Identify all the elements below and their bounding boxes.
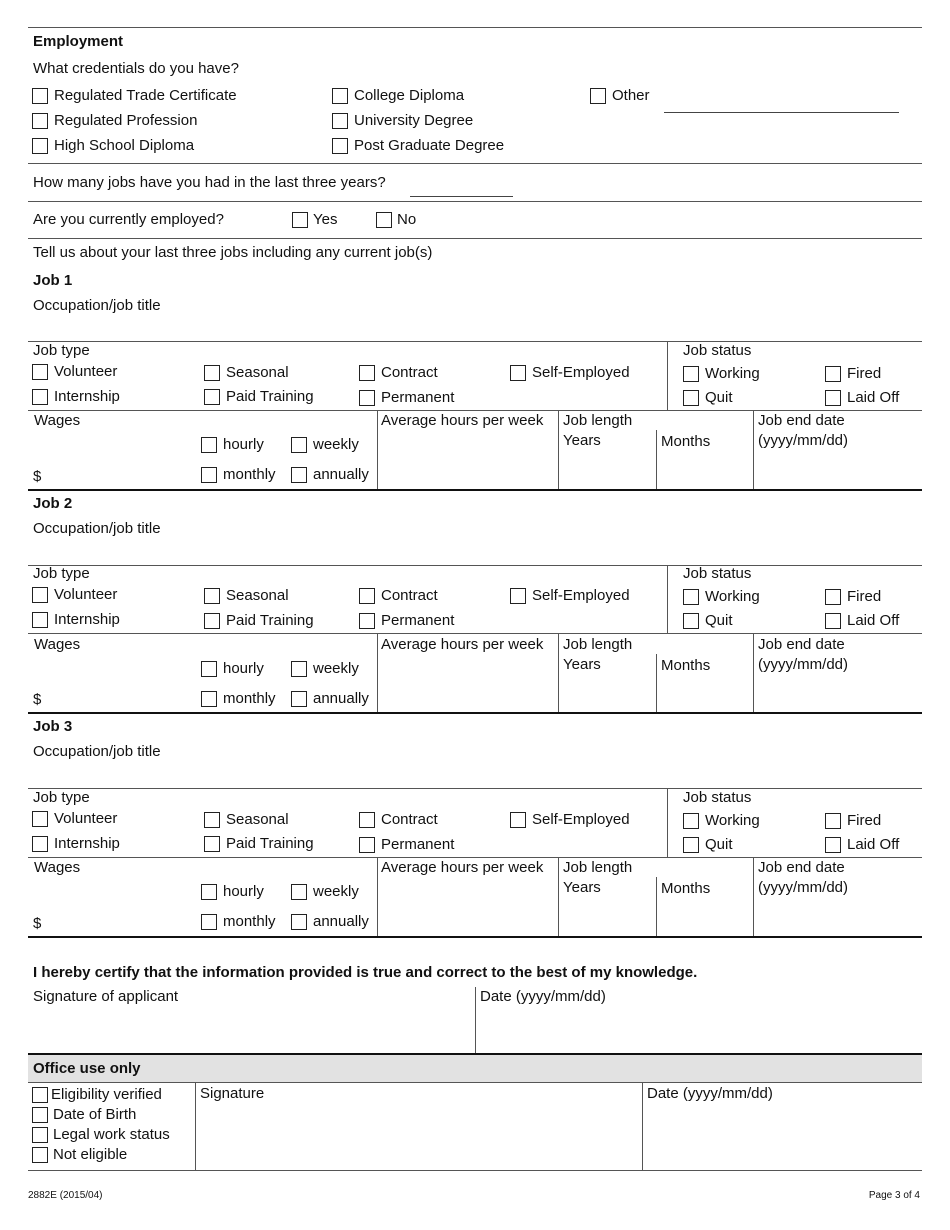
label-high-school: High School Diploma [54,137,195,154]
job-1-label-annually: annually [313,466,369,483]
job-3-label-hourly: hourly [223,883,264,900]
job-3-occupation-label: Occupation/job title [33,743,161,760]
job-2-label-volunteer: Volunteer [54,586,118,603]
job-2-avg-hours-label: Average hours per week [381,636,544,653]
job-1-label-seasonal: Seasonal [226,364,289,381]
job-1-checkbox-volunteer[interactable] [32,364,48,380]
job-1-date-format: (yyyy/mm/dd) [758,432,848,449]
job-3-job-length-label: Job length [563,859,633,876]
job-2-label-working: Working [705,588,760,605]
job-2-checkbox-quit[interactable] [683,613,699,629]
employment-heading: Employment [33,33,124,50]
job-1-wages-label: Wages [34,412,81,429]
job-3-label-monthly: monthly [223,913,276,930]
job-3-label-laid-off: Laid Off [847,836,900,853]
employed-question: Are you currently employed? [33,211,224,228]
job-3-rule [28,936,922,938]
job-1-label-self-employed: Self-Employed [532,364,630,381]
checkbox-regulated-trade[interactable] [32,88,48,104]
job-2-checkbox-paid-training[interactable] [204,613,220,629]
job-2-divider [558,633,559,713]
checkbox-eligibility-verified[interactable] [32,1087,48,1103]
office-divider [642,1082,643,1170]
job-2-label-permanent: Permanent [381,612,455,629]
job-1-label-internship: Internship [54,388,120,405]
job-3-label-permanent: Permanent [381,836,455,853]
job-2-label-seasonal: Seasonal [226,587,289,604]
job-2-label-quit: Quit [705,612,733,629]
job-1-label-fired: Fired [847,365,882,382]
job-3-label-fired: Fired [847,812,882,829]
job-1-checkbox-hourly[interactable] [201,437,217,453]
job-2-type-label: Job type [33,565,90,582]
checkbox-legal-work-status[interactable] [32,1127,48,1143]
job-1-checkbox-internship[interactable] [32,389,48,405]
job-3-label-volunteer: Volunteer [54,810,118,827]
job-3-divider [753,857,754,937]
job-3-checkbox-laid-off[interactable] [825,837,841,853]
office-rule [28,1053,922,1055]
job-2-checkbox-weekly[interactable] [291,661,307,677]
job-1-checkbox-seasonal[interactable] [204,365,220,381]
job-1-heading: Job 1 [33,272,73,289]
job-3-date-format: (yyyy/mm/dd) [758,879,848,896]
job-2-checkbox-contract[interactable] [359,588,375,604]
job-1-label-paid-training: Paid Training [226,388,314,405]
job-2-checkbox-seasonal[interactable] [204,588,220,604]
job-3-checkbox-weekly[interactable] [291,884,307,900]
job-1-label-quit: Quit [705,389,733,406]
job-3-checkbox-volunteer[interactable] [32,811,48,827]
label-eligibility-verified: Eligibility verified [51,1086,162,1103]
rule [28,201,922,202]
job-3-divider [656,877,657,937]
other-credential-field[interactable] [664,112,899,113]
job-3-checkbox-internship[interactable] [32,836,48,852]
job-3-rule [28,857,922,858]
job-1-checkbox-permanent[interactable] [359,390,375,406]
job-2-checkbox-internship[interactable] [32,612,48,628]
job-3-label-contract: Contract [381,811,438,828]
job-1-divider [667,341,668,411]
job-1-rule [28,489,922,491]
job-2-checkbox-monthly[interactable] [201,691,217,707]
job-2-occupation-label: Occupation/job title [33,520,161,537]
job-1-checkbox-quit[interactable] [683,390,699,406]
job-3-checkbox-monthly[interactable] [201,914,217,930]
job-3-checkbox-seasonal[interactable] [204,812,220,828]
checkbox-not-eligible[interactable] [32,1147,48,1163]
checkbox-regulated-profession[interactable] [32,113,48,129]
page-number: Page 3 of 4 [868,1190,920,1201]
job-1-label-weekly: weekly [313,436,359,453]
job-3-heading: Job 3 [33,718,73,735]
job-3-label-internship: Internship [54,835,120,852]
job-1-months-label: Months [661,433,711,450]
form-number: 2882E (2015/04) [28,1190,103,1201]
job-1-divider [753,410,754,490]
job-1-label-working: Working [705,365,760,382]
job-1-checkbox-weekly[interactable] [291,437,307,453]
job-1-label-laid-off: Laid Off [847,389,900,406]
job-2-dollar-sign: $ [33,691,42,708]
job-2-label-self-employed: Self-Employed [532,587,630,604]
job-1-occupation-label: Occupation/job title [33,297,161,314]
job-3-checkbox-self-employed[interactable] [510,812,526,828]
label-regulated-profession: Regulated Profession [54,112,198,129]
checkbox-university-degree[interactable] [332,113,348,129]
credentials-question: What credentials do you have? [33,60,239,77]
job-1-rule [28,341,922,342]
office-rule [28,1082,922,1083]
job-1-label-monthly: monthly [223,466,276,483]
job-2-label-fired: Fired [847,588,882,605]
job-1-divider [377,410,378,490]
job-3-checkbox-permanent[interactable] [359,837,375,853]
job-2-wages-label: Wages [34,636,81,653]
label-regulated-trade: Regulated Trade Certificate [54,87,237,104]
checkbox-date-of-birth[interactable] [32,1107,48,1123]
checkbox-other[interactable] [590,88,606,104]
job-3-checkbox-working[interactable] [683,813,699,829]
job-2-checkbox-self-employed[interactable] [510,588,526,604]
job-3-avg-hours-label: Average hours per week [381,859,544,876]
job-1-checkbox-working[interactable] [683,366,699,382]
certification-statement: I hereby certify that the information provided is true and correct to the best of my knowledge. [33,964,698,981]
job-1-avg-hours-label: Average hours per week [381,412,544,429]
job-3-checkbox-paid-training[interactable] [204,836,220,852]
job-3-label-annually: annually [313,913,369,930]
job-3-checkbox-annually[interactable] [291,914,307,930]
job-2-divider [656,654,657,713]
office-use-heading: Office use only [33,1060,141,1077]
label-date-of-birth: Date of Birth [53,1106,137,1123]
job-1-divider [656,430,657,490]
job-1-checkbox-contract[interactable] [359,365,375,381]
job-2-checkbox-volunteer[interactable] [32,587,48,603]
job-1-checkbox-monthly[interactable] [201,467,217,483]
job-2-months-label: Months [661,657,711,674]
job-2-rule [28,565,922,566]
job-1-divider [558,410,559,490]
job-3-label-weekly: weekly [313,883,359,900]
label-not-eligible: Not eligible [53,1146,128,1163]
job-2-job-length-label: Job length [563,636,633,653]
job-2-label-monthly: monthly [223,690,276,707]
label-post-graduate: Post Graduate Degree [354,137,505,154]
job-1-years-label: Years [563,432,601,449]
office-divider [195,1082,196,1170]
job-2-checkbox-annually[interactable] [291,691,307,707]
job-1-checkbox-laid-off[interactable] [825,390,841,406]
label-university-degree: University Degree [354,112,474,129]
rule [28,163,922,164]
job-2-checkbox-working[interactable] [683,589,699,605]
job-2-checkbox-permanent[interactable] [359,613,375,629]
job-2-label-annually: annually [313,690,369,707]
job-2-label-internship: Internship [54,611,120,628]
job-2-label-weekly: weekly [313,660,359,677]
job-3-label-quit: Quit [705,836,733,853]
job-2-checkbox-laid-off[interactable] [825,613,841,629]
job-2-date-format: (yyyy/mm/dd) [758,656,848,673]
office-rule [28,1170,922,1171]
job-3-years-label: Years [563,879,601,896]
applicant-signature-label: Signature of applicant [33,988,179,1005]
job-1-checkbox-fired[interactable] [825,366,841,382]
job-3-label-paid-training: Paid Training [226,835,314,852]
label-legal-work-status: Legal work status [53,1126,170,1143]
label-college-diploma: College Diploma [354,87,465,104]
office-use-header [28,1054,922,1082]
last-jobs-intro: Tell us about your last three jobs including any current job(s) [33,244,433,261]
applicant-date-label: Date (yyyy/mm/dd) [480,988,606,1005]
job-3-label-working: Working [705,812,760,829]
job-3-status-label: Job status [683,789,752,806]
label-employed-yes: Yes [313,211,338,228]
job-2-divider [753,633,754,713]
job-2-label-hourly: hourly [223,660,264,677]
job-1-end-date-label: Job end date [758,412,845,429]
job-1-label-contract: Contract [381,364,438,381]
checkbox-high-school[interactable] [32,138,48,154]
job-3-checkbox-quit[interactable] [683,837,699,853]
office-date-label: Date (yyyy/mm/dd) [647,1085,773,1102]
label-employed-no: No [397,211,417,228]
job-2-label-laid-off: Laid Off [847,612,900,629]
job-2-end-date-label: Job end date [758,636,845,653]
job-3-checkbox-hourly[interactable] [201,884,217,900]
top-rule [28,27,922,28]
job-3-end-date-label: Job end date [758,859,845,876]
job-1-label-permanent: Permanent [381,389,455,406]
job-2-label-paid-training: Paid Training [226,612,314,629]
checkbox-post-graduate[interactable] [332,138,348,154]
job-3-dollar-sign: $ [33,915,42,932]
job-3-label-seasonal: Seasonal [226,811,289,828]
job-3-checkbox-fired[interactable] [825,813,841,829]
job-2-years-label: Years [563,656,601,673]
job-1-dollar-sign: $ [33,468,42,485]
job-1-checkbox-self-employed[interactable] [510,365,526,381]
rule [28,238,922,239]
jobs-count-question: How many jobs have you had in the last three years? [33,174,386,191]
job-3-rule [28,788,922,789]
job-2-status-label: Job status [683,565,752,582]
job-3-divider [667,788,668,858]
job-1-label-volunteer: Volunteer [54,363,118,380]
job-3-checkbox-contract[interactable] [359,812,375,828]
job-2-label-contract: Contract [381,587,438,604]
label-other: Other [612,87,650,104]
office-signature-label: Signature [200,1085,265,1102]
job-2-checkbox-hourly[interactable] [201,661,217,677]
job-2-rule [28,633,922,634]
checkbox-college-diploma[interactable] [332,88,348,104]
job-1-rule [28,410,922,411]
job-1-job-length-label: Job length [563,412,633,429]
checkbox-employed-no[interactable] [376,212,392,228]
job-1-checkbox-annually[interactable] [291,467,307,483]
job-2-heading: Job 2 [33,495,73,512]
signature-divider [475,987,476,1054]
job-1-checkbox-paid-training[interactable] [204,389,220,405]
job-2-divider [377,633,378,713]
job-3-wages-label: Wages [34,859,81,876]
job-2-rule [28,712,922,714]
job-1-type-label: Job type [33,342,90,359]
checkbox-employed-yes[interactable] [292,212,308,228]
job-3-type-label: Job type [33,789,90,806]
job-2-checkbox-fired[interactable] [825,589,841,605]
job-3-label-self-employed: Self-Employed [532,811,630,828]
job-2-divider [667,565,668,634]
job-3-divider [377,857,378,937]
job-3-months-label: Months [661,880,711,897]
job-1-status-label: Job status [683,342,752,359]
job-1-label-hourly: hourly [223,436,264,453]
job-3-divider [558,857,559,937]
jobs-count-field[interactable] [410,196,513,197]
